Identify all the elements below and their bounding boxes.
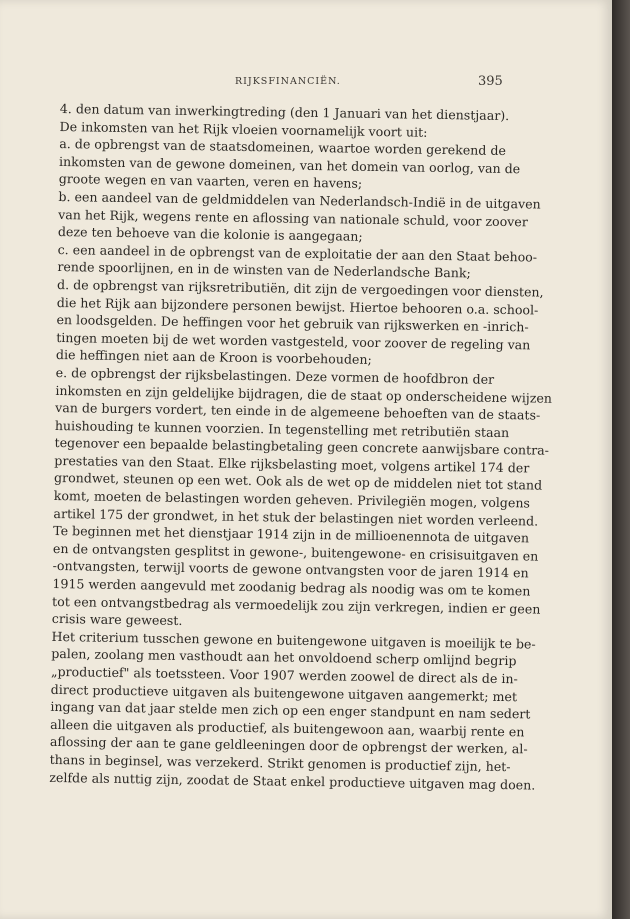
text-line: zelfde als nuttig zijn, zoodat de Staat enkel productieve uitgaven mag doen. [49,769,536,793]
text-line: en de ontvangsten gesplitst in gewone-, buitengewone- en crisisuitgaven en [52,540,539,564]
text-line: Te beginnen met het dienstjaar 1914 zijn in de millioenennota de uitgaven [53,523,530,546]
text-line: aflossing der aan te gane geldleeningen door de opbrengst der werken, al- [49,734,528,757]
text-line: rende spoorlijnen, en in de winsten van de Nederlandsche Bank; [57,259,471,281]
text-line: Het criterium tusschen gewone en buitengewone uitgaven is moeilijk te be- [51,628,536,652]
text-line: direct productieve uitgaven als buitengewone uitgaven aangemerkt; met [50,681,518,704]
text-line: De inkomsten van het Rijk vloeien voornamelijk voort uit: [59,118,428,140]
text-line: die heffingen niet aan de Kroon is voorbehouden; [55,347,372,368]
text-line: 1915 werden aangevuld met zoodanig bedrag als noodig was om te komen [52,575,531,599]
text-line: d. de opbrengst van rijksretributiën, dit zijn de vergoedingen voor diensten, [56,276,544,300]
text-line: komt, moeten de belastingen worden geheven. Privilegiën mogen, volgens [53,488,531,511]
text-line: a. de opbrengst van de staatsdomeinen, waartoe worden gerekend de [59,136,507,159]
text-line: van het Rijk, wegens rente en aflossing van nationale schuld, voor zoover [58,206,528,229]
text-line: e. de opbrengst der rijksbelastingen. Deze vormen de hoofdbron der [55,364,495,387]
text-line: crisis ware geweest. [51,611,183,629]
text-line: b. een aandeel van de geldmiddelen van Nederlandsch-Indië in de uitgaven [58,188,541,212]
text-line: ingang van dat jaar stelde men zich op een enger standpunt en nam sedert [50,699,531,722]
text-line: thans in beginsel, was verzekerd. Strikt genomen is productief zijn, het- [49,751,511,775]
text-line: deze ten behoeve van die kolonie is aangegaan; [57,224,363,244]
book-edge [612,0,630,919]
running-head: RIJKSFINANCIËN. [235,76,341,87]
text-line: grondwet, steunen op een wet. Ook als de wet op de middelen niet tot stand [53,470,543,494]
text-line: en loodsgelden. De heffingen voor het gebruik van rijkswerken en -inrich- [56,312,529,335]
text-line: -ontvangsten, terwijl voorts de gewone ontvangsten voor de jaren 1914 en [52,558,529,581]
text-line: groote wegen en van vaarten, veren en havens; [58,171,363,192]
text-line: die het Rijk aan bijzondere personen bewijst. Hiertoe behooren o.a. school- [56,294,539,318]
text-line: „productief" als toetssteen. Voor 1907 werden zoowel de direct als de in- [50,663,518,687]
page-number: 395 [478,74,503,89]
text-line: huishouding te kunnen voorzien. In tegenstelling met retributiën staan [54,417,510,440]
page-header [60,74,503,94]
text-line: alleen die uitgaven als productief, als buitengewoon aan, waarbij rente en [50,716,525,740]
text-line: artikel 175 der grondwet, in het stuk der belastingen niet worden verleend. [53,505,539,529]
text-line: van de burgers vordert, ten einde in de algemeene behoeften van de staats- [55,400,541,423]
body-text [49,100,553,793]
text-line: inkomsten en zijn geldelijke bijdragen, die de staat op onderscheidene wijzen [55,382,553,406]
text-line: palen, zoolang men vasthoudt aan het onvoldoend scherp omlijnd begrip [51,646,517,669]
text-line: inkomsten van de gewone domeinen, van het domein van oorlog, van de [58,153,521,177]
text-line: c. een aandeel in de opbrengst van de exploitatie der aan den Staat behoo- [57,241,538,265]
text-line: 4. den datum van inwerkingtreding (den 1 Januari van het dienstjaar). [59,100,510,124]
text-line: prestaties van den Staat. Elke rijksbelasting moet, volgens artikel 174 der [54,452,530,476]
text-line: tegenover een bepaalde belastingbetaling geen concrete aanwijsbare contra- [54,435,550,459]
text-line: tingen moeten bij de wet worden vastgesteld, voor zoover de regeling van [56,329,531,353]
text-line: tot een ontvangstbedrag als vermoedelijk zou zijn verkregen, indien er geen [52,593,541,617]
